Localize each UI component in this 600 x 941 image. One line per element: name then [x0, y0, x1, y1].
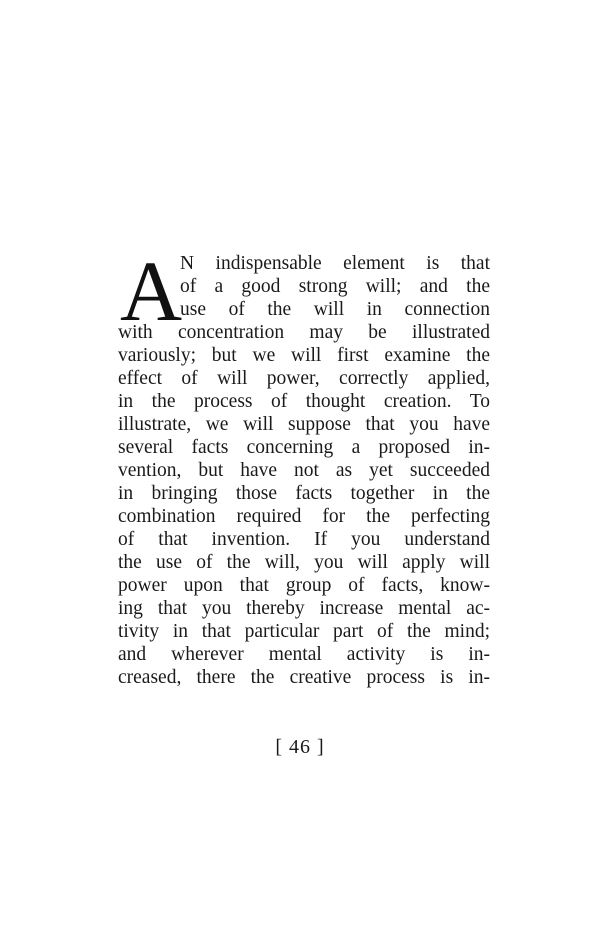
- text-line: of that invention. If you understand: [118, 529, 490, 550]
- text-line: tivity in that particular part of the mind;: [118, 621, 490, 642]
- text-line: of a good strong will; and the: [180, 276, 490, 297]
- text-line: creased, there the creative process is in-: [118, 667, 490, 688]
- text-line: effect of will power, correctly applied,: [118, 368, 490, 389]
- body-paragraph: [118, 243, 490, 689]
- text-line: vention, but have not as yet succeeded: [118, 460, 490, 481]
- text-line: ing that you thereby increase mental ac-: [118, 598, 490, 619]
- text-line: use of the will in connection: [180, 299, 490, 320]
- text-line: power upon that group of facts, know-: [118, 575, 490, 596]
- drop-cap: A: [120, 243, 183, 339]
- text-line: N indispensable element is that: [180, 253, 490, 274]
- text-line: and wherever mental activity is in-: [118, 644, 490, 665]
- text-line: combination required for the perfecting: [118, 506, 490, 527]
- page-number: [ 46 ]: [275, 736, 325, 758]
- text-line: in the process of thought creation. To: [118, 391, 490, 412]
- text-line: with concentration may be illustrated: [118, 322, 490, 343]
- text-line: several facts concerning a proposed in-: [118, 437, 490, 458]
- text-line: illustrate, we will suppose that you have: [118, 414, 490, 435]
- text-line: the use of the will, you will apply will: [118, 552, 490, 573]
- text-line: in bringing those facts together in the: [118, 483, 490, 504]
- text-line: variously; but we will first examine the: [118, 345, 490, 366]
